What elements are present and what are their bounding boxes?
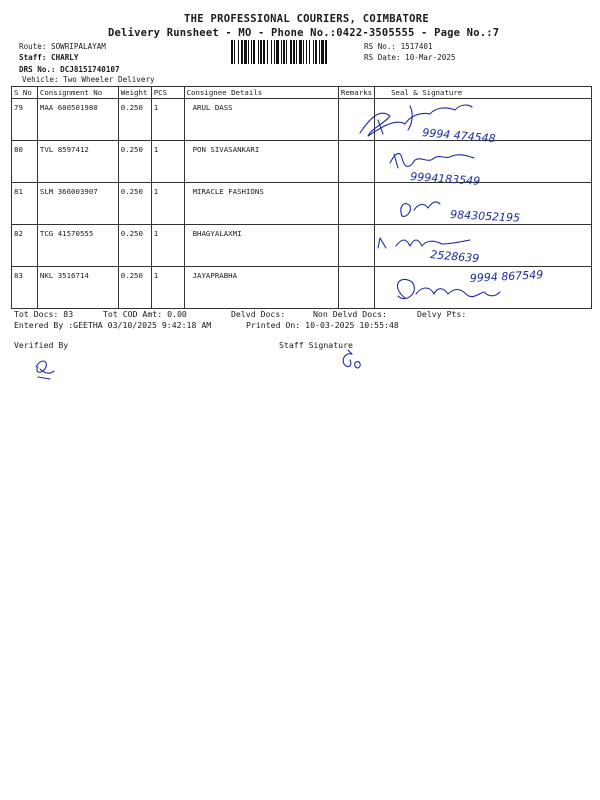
rs-number: RS No.: 1517401 [364, 42, 433, 51]
cell-weight: 0.250 [118, 99, 151, 141]
handwritten-signatures [350, 98, 580, 313]
cell-sno: 79 [12, 99, 38, 141]
cell-pcs: 1 [151, 99, 184, 141]
col-sno: S No [12, 87, 38, 99]
staff-signature-label: Staff Signature [279, 340, 353, 350]
cell-weight: 0.250 [118, 267, 151, 309]
signature-row-83 [397, 268, 543, 298]
tot-docs: Tot Docs: 83 [14, 309, 74, 319]
col-remarks: Remarks [338, 87, 374, 99]
route-label: Route: SOWRIPALAYAM [19, 42, 106, 51]
cell-weight: 0.250 [118, 225, 151, 267]
col-consignee: Consignee Details [184, 87, 338, 99]
non-delvd-docs: Non Delvd Docs: [313, 309, 387, 319]
tot-cod-amt: Tot COD Amt: 0.00 [103, 309, 187, 319]
cell-weight: 0.250 [118, 183, 151, 225]
table-header-row [12, 87, 592, 99]
cell-pcs: 1 [151, 183, 184, 225]
signature-phone: 9994183549 [409, 170, 481, 188]
col-weight: Weight [118, 87, 151, 99]
cell-pcs: 1 [151, 267, 184, 309]
cell-consignee: PON SIVASANKARI [184, 141, 338, 183]
entered-by: Entered By :GEETHA 03/10/2025 9:42:18 AM [14, 320, 212, 330]
verified-by-label: Verified By [14, 340, 69, 350]
drs-number: DRS No.: DCJ8151740107 [19, 65, 120, 74]
barcode-image [231, 40, 359, 64]
cell-pcs: 1 [151, 225, 184, 267]
cell-sno: 81 [12, 183, 38, 225]
signature-phone: 9994 474548 [421, 126, 497, 146]
cell-consignee: ARUL DASS [184, 99, 338, 141]
company-title: THE PROFESSIONAL COURIERS, COIMBATORE [184, 13, 429, 25]
cell-consignment: MAA 600501980 [37, 99, 118, 141]
staff-signature-mark [336, 348, 366, 374]
signature-row-79 [360, 105, 496, 145]
signature-phone: 9994 867549 [469, 268, 544, 285]
rs-date: RS Date: 10-Mar-2025 [364, 53, 456, 62]
cell-consignee: JAYAPRABHA [184, 267, 338, 309]
delvy-pts: Delvy Pts: [417, 309, 467, 319]
signature-phone: 9843052195 [449, 208, 521, 225]
cell-sno: 80 [12, 141, 38, 183]
cell-sno: 82 [12, 225, 38, 267]
signature-row-81 [401, 202, 521, 225]
cell-sno: 83 [12, 267, 38, 309]
cell-consignee: MIRACLE FASHIONS [184, 183, 338, 225]
cell-consignment: TCG 41570555 [37, 225, 118, 267]
cell-consignment: TVL 8597412 [37, 141, 118, 183]
verified-by-signature [28, 355, 68, 383]
cell-pcs: 1 [151, 141, 184, 183]
printed-on: Printed On: 10-03-2025 10:55:48 [246, 320, 399, 330]
signature-row-82 [378, 238, 480, 265]
col-pcs: PCS [151, 87, 184, 99]
signature-phone: 2528639 [429, 248, 480, 266]
delvd-docs: Delvd Docs: [231, 309, 286, 319]
col-consignment: Consignment No [37, 87, 118, 99]
signature-row-80 [390, 153, 481, 187]
cell-consignment: SLM 366003907 [37, 183, 118, 225]
staff-label: Staff: CHARLY [19, 53, 79, 62]
cell-consignment: NKL 3516714 [37, 267, 118, 309]
runsheet-subtitle: Delivery Runsheet - MO - Phone No.:0422-3505555 - Page No.:7 [108, 27, 500, 39]
cell-consignee: BHAGYALAXMI [184, 225, 338, 267]
vehicle-label: Vehicle: Two Wheeler Delivery [22, 75, 155, 84]
col-signature: Seal & Signature [375, 87, 592, 99]
cell-weight: 0.250 [118, 141, 151, 183]
